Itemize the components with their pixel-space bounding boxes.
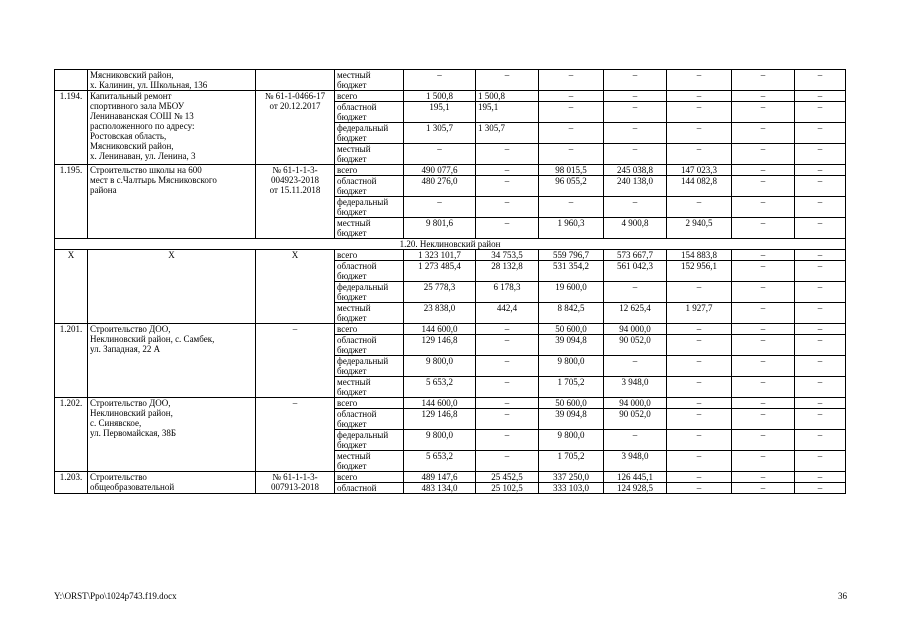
table-cell: – [795,377,846,398]
table-cell: – [667,356,732,377]
table-cell: областной бюджет [335,261,404,282]
table-cell: 39 094,8 [539,335,604,356]
table-cell: 94 000,0 [604,324,667,335]
table-cell: – [604,356,667,377]
table-cell: 34 753,5 [476,250,539,261]
table-cell: – [667,472,732,483]
table-cell: – [667,324,732,335]
table-cell: – [732,303,795,324]
table-cell: – [604,430,667,451]
table-cell: – [476,430,539,451]
table-cell: 1.203. [55,472,88,494]
table-cell: – [795,451,846,472]
table-cell: местный бюджет [335,377,404,398]
table-cell: всего [335,472,404,483]
table-cell: 5 653,2 [404,451,476,472]
table-cell: – [795,261,846,282]
table-cell: 144 082,8 [667,176,732,197]
table-cell: – [667,144,732,165]
table-cell: – [604,144,667,165]
table-cell: Х [88,250,256,324]
table-cell: 1 305,7 [476,123,539,144]
table-cell: 1 705,2 [539,451,604,472]
table-row [55,250,846,261]
table-cell: – [732,176,795,197]
table-cell: – [667,70,732,91]
table-cell: 9 800,0 [404,356,476,377]
table-cell: – [667,398,732,409]
table-cell: – [667,91,732,102]
table-cell: – [795,102,846,123]
table-cell: всего [335,165,404,176]
table-cell: Строительство ДОО, Неклиновский район, с. Самбек, ул. Западная, 22 А [88,324,256,398]
table-cell: – [732,102,795,123]
table-cell: – [732,377,795,398]
table-cell: 1 305,7 [404,123,476,144]
table-cell: 1 323 101,7 [404,250,476,261]
table-cell: – [732,165,795,176]
table-cell: местный бюджет [335,144,404,165]
table-cell: – [604,102,667,123]
table-cell: областной бюджет [335,102,404,123]
table-cell: 195,1 [404,102,476,123]
table-cell: – [604,123,667,144]
table-cell: – [795,197,846,218]
table-cell: – [795,303,846,324]
table-cell: 337 250,0 [539,472,604,483]
table-cell: 19 600,0 [539,282,604,303]
table-cell: – [539,70,604,91]
table-cell: 1.202. [55,398,88,472]
table-cell: 1.194. [55,91,88,165]
table-cell: Строительство общеобразовательной [88,472,256,494]
table-cell: областной бюджет [335,409,404,430]
table-cell: – [732,483,795,494]
table-cell: всего [335,324,404,335]
table-cell: – [476,451,539,472]
table-cell: местный бюджет [335,70,404,91]
table-cell: областной [335,483,404,494]
table-cell: 50 600,0 [539,324,604,335]
table-cell: – [795,91,846,102]
table-cell: 126 445,1 [604,472,667,483]
table-row [55,91,846,102]
table-cell: – [539,144,604,165]
table-cell: 4 900,8 [604,218,667,239]
table-cell [256,70,335,91]
table-cell: – [604,70,667,91]
table-cell: местный бюджет [335,218,404,239]
table-cell: 28 132,8 [476,261,539,282]
table-cell: – [404,70,476,91]
table-cell: № 61-1-0466-17 от 20.12.2017 [256,91,335,165]
table-cell: – [732,218,795,239]
table-row [55,398,846,409]
table-cell: 9 800,0 [539,356,604,377]
table-cell: 561 042,3 [604,261,667,282]
table-cell: 573 667,7 [604,250,667,261]
table-cell: Мясниковский район, х. Калинин, ул. Школьная, 136 [88,70,256,91]
table-cell: федеральный бюджет [335,197,404,218]
table-cell: 1 273 485,4 [404,261,476,282]
table-cell: 442,4 [476,303,539,324]
table-cell: – [404,197,476,218]
table-row [55,472,846,483]
table-cell: – [667,483,732,494]
table-cell: – [404,144,476,165]
table-cell: 240 138,0 [604,176,667,197]
table-cell: – [604,197,667,218]
table-cell: всего [335,398,404,409]
table-cell: 5 653,2 [404,377,476,398]
table-cell: федеральный бюджет [335,123,404,144]
table-cell: – [667,123,732,144]
table-cell: – [795,483,846,494]
table-cell: 9 801,6 [404,218,476,239]
table-cell: – [795,218,846,239]
table-cell: 1 500,8 [404,91,476,102]
table-cell: – [604,282,667,303]
table-cell: 129 146,8 [404,335,476,356]
footer-file-path: Y:\ORST\Ppo\1024p743.f19.docx [54,591,177,601]
table-cell: – [667,197,732,218]
table-cell: Х [256,250,335,324]
table-cell: – [795,335,846,356]
table-cell: 96 055,2 [539,176,604,197]
table-cell: – [795,356,846,377]
table-cell: – [476,176,539,197]
table-cell: 9 800,0 [539,430,604,451]
table-cell: 8 842,5 [539,303,604,324]
table-cell: – [539,197,604,218]
table-cell: – [667,282,732,303]
table-cell: – [732,430,795,451]
table-cell: – [667,377,732,398]
table-cell: – [732,335,795,356]
table-cell: – [256,324,335,398]
table-row [55,165,846,176]
table-cell: – [732,250,795,261]
table-cell: – [795,409,846,430]
table-cell: 94 000,0 [604,398,667,409]
table-cell: – [539,91,604,102]
table-cell: – [732,472,795,483]
section-title: 1.20. Неклиновский район [55,239,846,250]
table-cell: – [732,197,795,218]
table-cell: – [476,377,539,398]
table-cell: 245 038,8 [604,165,667,176]
table-cell: – [732,409,795,430]
table-cell: 1 500,8 [476,91,539,102]
table-cell: 1 927,7 [667,303,732,324]
table-cell: 490 077,6 [404,165,476,176]
table-cell: – [732,282,795,303]
table-cell: 147 023,3 [667,165,732,176]
table-cell: 1.201. [55,324,88,398]
program-table [54,69,846,494]
table-cell: 6 178,3 [476,282,539,303]
table-cell: – [476,197,539,218]
table-cell: – [795,144,846,165]
table-cell: 98 015,5 [539,165,604,176]
table-cell: всего [335,91,404,102]
table-cell: местный бюджет [335,303,404,324]
table-cell: – [732,91,795,102]
table-cell: – [476,144,539,165]
table-cell: Капитальный ремонт спортивного зала МБОУ Ленинаванская СОШ № 13 расположенного по адресу: Ростовская область, Мясниковский район, х. Ленинаван, ул. Ленина, 3 [88,91,256,165]
table-cell: 531 354,2 [539,261,604,282]
table-cell: – [476,70,539,91]
table-cell: 12 625,4 [604,303,667,324]
table-cell: федеральный бюджет [335,356,404,377]
table-cell: 144 600,0 [404,324,476,335]
table-cell: 152 956,1 [667,261,732,282]
table-cell: 90 052,0 [604,335,667,356]
table-cell: – [795,176,846,197]
table-cell: – [795,472,846,483]
table-cell: 2 940,5 [667,218,732,239]
table-cell: – [795,165,846,176]
table-cell: областной бюджет [335,335,404,356]
table-cell: – [732,356,795,377]
table-cell: – [667,409,732,430]
table-cell: – [732,123,795,144]
table-cell: Строительство ДОО, Неклиновский район, с. Синявское, ул. Первомайская, 38Б [88,398,256,472]
table-cell: – [476,324,539,335]
table-cell: областной бюджет [335,176,404,197]
table-cell: 144 600,0 [404,398,476,409]
table-cell: – [732,398,795,409]
table-cell: – [667,451,732,472]
table-row [55,70,846,91]
page-number: 36 [838,591,847,601]
table-cell: 154 883,8 [667,250,732,261]
table-cell: – [476,218,539,239]
table-cell: Х [55,250,88,324]
table-cell: 124 928,5 [604,483,667,494]
table-cell: – [795,250,846,261]
table-cell: 129 146,8 [404,409,476,430]
table-cell: – [667,430,732,451]
table-cell: 39 094,8 [539,409,604,430]
table-cell: – [667,335,732,356]
table-cell: – [732,324,795,335]
table-cell: 50 600,0 [539,398,604,409]
table-cell: 1.195. [55,165,88,239]
table-cell: – [476,409,539,430]
table-cell: местный бюджет [335,451,404,472]
table-cell: – [667,102,732,123]
table-cell: 489 147,6 [404,472,476,483]
table-cell: – [795,282,846,303]
table-cell: – [795,324,846,335]
table-cell: 3 948,0 [604,377,667,398]
table-cell: – [476,165,539,176]
table-cell: – [795,398,846,409]
table-cell: 25 778,3 [404,282,476,303]
table-cell: 483 134,0 [404,483,476,494]
table-cell: 559 796,7 [539,250,604,261]
table-cell: 90 052,0 [604,409,667,430]
table-cell: 25 102,5 [476,483,539,494]
table-cell: – [539,123,604,144]
table-cell: – [732,261,795,282]
table-cell: – [539,102,604,123]
table-cell [55,70,88,91]
table-cell: – [732,144,795,165]
table-cell: 3 948,0 [604,451,667,472]
table-cell: 9 800,0 [404,430,476,451]
table-cell: 25 452,5 [476,472,539,483]
table-cell: федеральный бюджет [335,282,404,303]
table-cell: – [604,91,667,102]
table-cell: 1 960,3 [539,218,604,239]
table-cell: 333 103,0 [539,483,604,494]
table-cell: – [795,70,846,91]
table-cell: – [476,398,539,409]
table-cell: всего [335,250,404,261]
table-cell: федеральный бюджет [335,430,404,451]
table-cell: – [795,430,846,451]
table-cell: 1 705,2 [539,377,604,398]
table-cell: – [732,451,795,472]
table-cell: – [476,356,539,377]
table-cell: 480 276,0 [404,176,476,197]
table-cell: № 61-1-1-3- 004923-2018 от 15.11.2018 [256,165,335,239]
table-body [55,70,846,494]
table-cell: 23 838,0 [404,303,476,324]
table-cell: – [476,335,539,356]
table-cell: Строительство школы на 600 мест в с.Чалтырь Мясниковского района [88,165,256,239]
section-row [55,239,846,250]
table-row [55,324,846,335]
table-cell: 195,1 [476,102,539,123]
table-cell: – [256,398,335,472]
table-cell: – [795,123,846,144]
table-cell: – [732,70,795,91]
table-cell: № 61-1-1-3- 007913-2018 [256,472,335,494]
